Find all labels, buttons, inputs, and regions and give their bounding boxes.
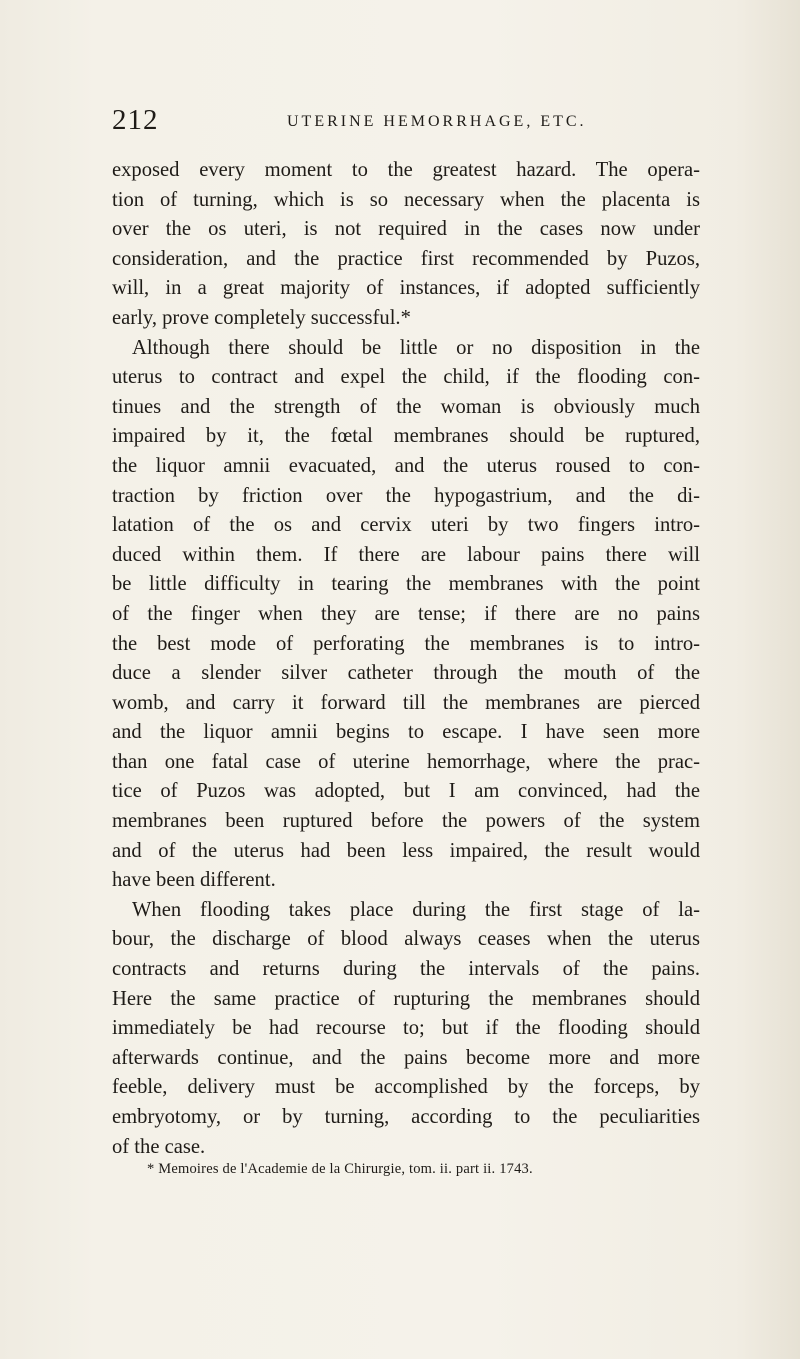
text-line: than one fatal case of uterine hemorrhage, where the prac- xyxy=(112,750,700,773)
text-line: of the finger when they are tense; if there are no pains xyxy=(112,602,700,625)
text-line: will, in a great majority of instances, if adopted sufficiently xyxy=(112,277,700,300)
footnote: * Memoires de l'Academie de la Chirurgie, tom. ii. part ii. 1743. xyxy=(147,1161,533,1177)
text-line: When flooding takes place during the first stage of la- xyxy=(132,898,700,921)
body-text xyxy=(112,156,700,1162)
text-line: afterwards continue, and the pains become more and more xyxy=(112,1046,700,1069)
text-line: be little difficulty in tearing the membranes with the point xyxy=(112,573,700,596)
text-line: impaired by it, the fœtal membranes should be ruptured, xyxy=(112,425,700,448)
text-line: duced within them. If there are labour pains there will xyxy=(112,543,700,566)
text-line: of the case. xyxy=(112,1135,206,1158)
text-line: womb, and carry it forward till the membranes are pierced xyxy=(112,691,700,714)
text-line: latation of the os and cervix uteri by two fingers intro- xyxy=(112,514,700,537)
text-line: tion of turning, which is so necessary when the placenta is xyxy=(112,188,700,211)
text-line: uterus to contract and expel the child, if the flooding con- xyxy=(112,366,700,389)
text-line: and the liquor amnii begins to escape. I have seen more xyxy=(112,721,700,744)
running-head: UTERINE HEMORRHAGE, ETC. xyxy=(287,113,587,130)
text-line: feeble, delivery must be accomplished by the forceps, by xyxy=(112,1076,700,1099)
text-line: immediately be had recourse to; but if the flooding should xyxy=(112,1017,700,1040)
text-line: embryotomy, or by turning, according to the peculiarities xyxy=(112,1106,700,1128)
text-line: exposed every moment to the greatest hazard. The opera- xyxy=(112,159,700,181)
text-line: tinues and the strength of the woman is obviously much xyxy=(112,395,700,418)
text-line: over the os uteri, is not required in the cases now under xyxy=(112,218,700,241)
page-header xyxy=(112,104,692,144)
text-line: Here the same practice of rupturing the membranes should xyxy=(112,987,700,1010)
text-line: consideration, and the practice first recommended by Puzos, xyxy=(112,247,700,270)
text-line: the best mode of perforating the membranes is to intro- xyxy=(112,632,700,655)
text-line: and of the uterus had been less impaired, the result would xyxy=(112,839,700,862)
text-line: have been different. xyxy=(112,869,276,892)
text-line: membranes been ruptured before the powers of the system xyxy=(112,810,700,833)
text-line: duce a slender silver catheter through the mouth of the xyxy=(112,662,700,685)
text-line: traction by friction over the hypogastrium, and the di- xyxy=(112,484,700,507)
text-line: the liquor amnii evacuated, and the uterus roused to con- xyxy=(112,454,700,477)
text-line: bour, the discharge of blood always ceases when the uterus xyxy=(112,928,700,951)
text-line: contracts and returns during the intervals of the pains. xyxy=(112,958,700,981)
text-line: tice of Puzos was adopted, but I am convinced, had the xyxy=(112,780,700,803)
text-line: Although there should be little or no disposition in the xyxy=(132,336,700,359)
text-line: early, prove completely successful.* xyxy=(112,306,411,329)
page-number: 212 xyxy=(112,104,159,136)
